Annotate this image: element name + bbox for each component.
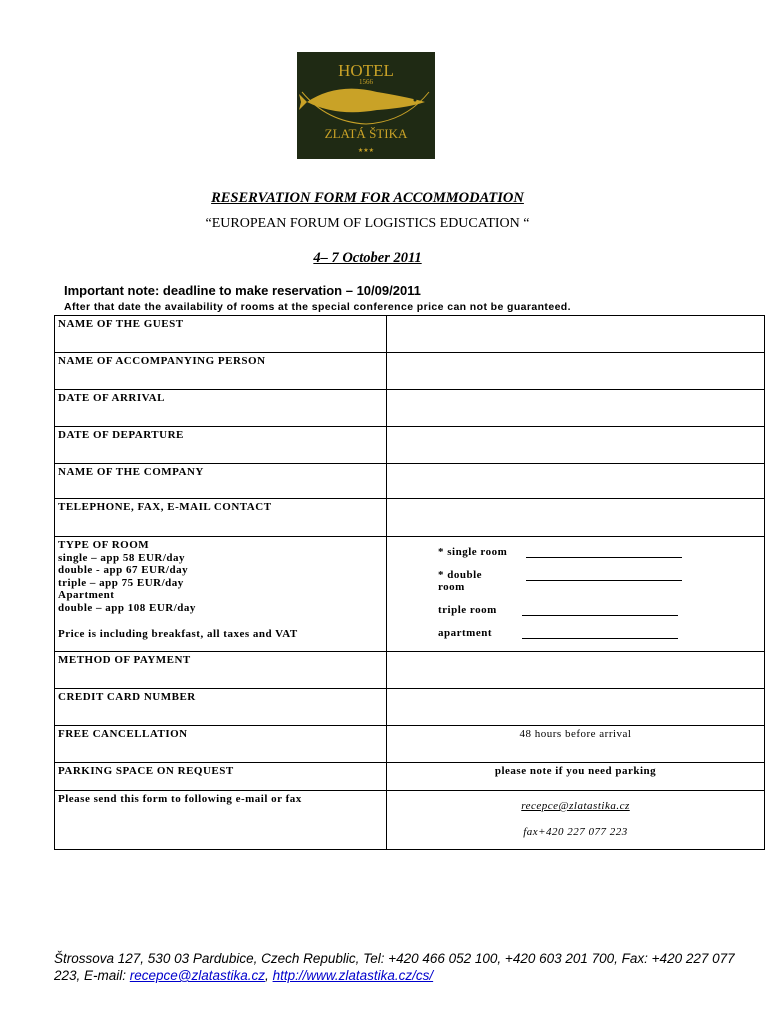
important-note: Important note: deadline to make reservation – 10/09/2011: [64, 283, 421, 298]
send-label: Please send this form to following e-mail or fax: [55, 791, 387, 850]
contact-label: TELEPHONE, FAX, E-MAIL CONTACT: [55, 499, 387, 537]
company-label: NAME OF THE COMPANY: [55, 464, 387, 499]
footer-separator: ,: [265, 968, 273, 983]
option-single-label: * single room: [438, 546, 508, 558]
send-email[interactable]: recepce@zlatastika.cz: [521, 800, 630, 812]
payment-label: METHOD OF PAYMENT: [55, 652, 387, 689]
option-triple-line[interactable]: [522, 604, 678, 616]
option-apartment-label: apartment: [438, 627, 492, 639]
option-double-label: * double room: [438, 569, 483, 593]
parking-label: PARKING SPACE ON REQUEST: [55, 763, 387, 791]
room-line-apartment-double: double – app 108 EUR/day: [58, 601, 196, 614]
logo-bottom-text: ZLATÁ ŠTIKA: [324, 126, 408, 141]
room-line-double: double - app 67 EUR/day: [58, 564, 189, 576]
guest-name-label: NAME OF THE GUEST: [55, 316, 387, 353]
logo-year: 1566: [359, 78, 373, 86]
payment-field[interactable]: [387, 652, 765, 689]
footer-address: Štrossova 127, 530 03 Pardubice, Czech Republic, Tel: +420 466 052 100, +420 603 201 700, Fax: +420 227 077 223, E-mail:: [54, 951, 735, 983]
footer-url-link[interactable]: http://www.zlatastika.cz/cs/: [272, 968, 434, 983]
option-triple-label: triple room: [438, 604, 497, 616]
departure-field[interactable]: [387, 427, 765, 464]
credit-card-field[interactable]: [387, 689, 765, 726]
arrival-field[interactable]: [387, 390, 765, 427]
option-triple[interactable]: [438, 604, 761, 616]
company-field[interactable]: [387, 464, 765, 499]
option-apartment-line[interactable]: [522, 627, 678, 639]
cancellation-value: 48 hours before arrival: [387, 726, 765, 763]
option-apartment[interactable]: [438, 627, 761, 639]
cancellation-label: FREE CANCELLATION: [55, 726, 387, 763]
form-title: RESERVATION FORM FOR ACCOMMODATION: [211, 190, 524, 206]
contact-field[interactable]: [387, 499, 765, 537]
arrival-label: DATE OF ARRIVAL: [55, 390, 387, 427]
departure-label: DATE OF DEPARTURE: [55, 427, 387, 464]
accompanying-label: NAME OF ACCOMPANYING PERSON: [55, 353, 387, 390]
logo-stars: ★★★: [357, 147, 375, 154]
price-note: Price is including breakfast, all taxes and VAT: [58, 628, 298, 640]
footer: [54, 950, 744, 984]
room-type-label: TYPE OF ROOM: [58, 539, 150, 551]
sub-note: After that date the availability of rooms at the special conference price can not be guaranteed.: [64, 301, 571, 313]
hotel-logo: [297, 52, 435, 159]
room-type-cell: [55, 537, 387, 652]
option-single[interactable]: [438, 546, 761, 558]
room-line-single: single – app 58 EUR/day: [58, 551, 186, 564]
parking-value: please note if you need parking: [387, 763, 765, 791]
accompanying-field[interactable]: [387, 353, 765, 390]
reservation-table: [54, 315, 765, 850]
option-double-line[interactable]: [526, 569, 682, 581]
logo-top-text: HOTEL: [338, 61, 394, 80]
footer-email-link[interactable]: recepce@zlatastika.cz: [129, 968, 266, 983]
room-line-apartment: Apartment: [58, 589, 115, 601]
guest-name-field[interactable]: [387, 316, 765, 353]
event-name: “EUROPEAN FORUM OF LOGISTICS EDUCATION “: [205, 216, 530, 231]
option-double[interactable]: [438, 569, 761, 593]
send-contact-cell: [387, 791, 765, 850]
credit-card-label: CREDIT CARD NUMBER: [55, 689, 387, 726]
event-dates: 4– 7 October 2011: [313, 250, 422, 266]
send-fax: fax+420 227 077 223: [523, 826, 628, 838]
room-line-triple: triple – app 75 EUR/day: [58, 576, 184, 589]
room-options-cell: [387, 537, 765, 652]
option-single-line[interactable]: [526, 546, 682, 558]
